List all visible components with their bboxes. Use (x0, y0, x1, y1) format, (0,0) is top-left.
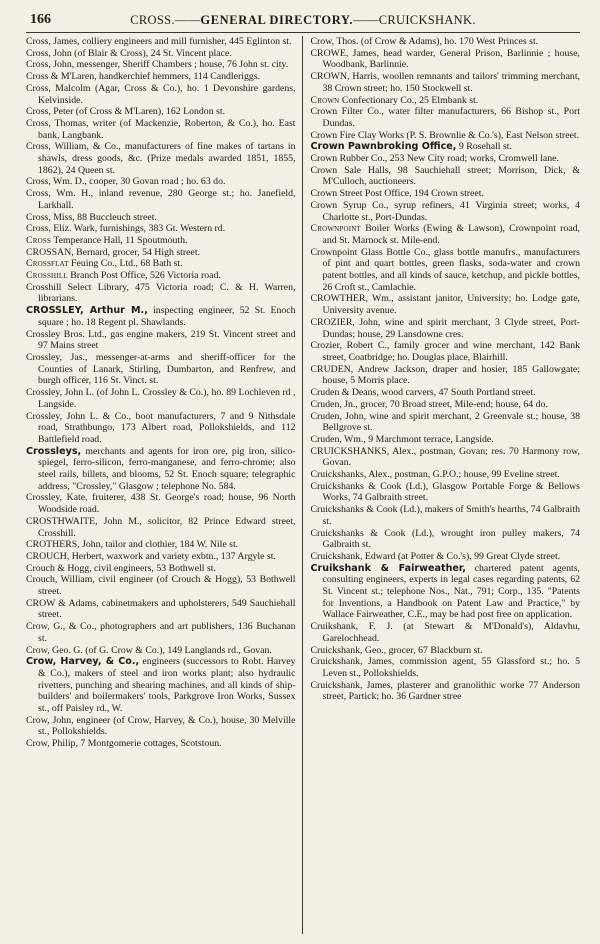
entry-text: CROTHERS, John, tailor and clothier, 184 W. Nile st. (26, 539, 239, 551)
directory-entry (26, 352, 296, 387)
directory-entry (311, 188, 581, 200)
entry-text: chartered patent agents, consulting engineers, experts in legal cases regarding patents, 62 St. Vincent st.; telephone Nos., Nat., 791; Corp., 135. "Patents for Inventions, a Handbook on Patent Law and Practice," by Wallace Fairweather, C.E., may be had post free on application. (322, 562, 580, 621)
entry-text: CRUICKSHANKS, Alex., postman, Govan; res. 70 Harmony row, Govan. (310, 445, 580, 469)
directory-entry (311, 656, 581, 679)
entry-name: Crownpoint (310, 223, 362, 235)
entry-text: CROWTHER, Wm., assistant janitor, University; ho. Lodge gate, University avenue. (310, 293, 580, 317)
entry-text: Cruickshank, Geo., grocer, 67 Blackburn st. (310, 644, 483, 656)
entry-name: CROSSLEY, Arthur M., (26, 305, 148, 317)
entry-text: Cross & M'Laren, handkerchief hemmers, 114 Candleriggs. (26, 71, 261, 83)
directory-entry (26, 329, 296, 352)
directory-entry (311, 551, 581, 563)
directory-entry (26, 715, 296, 738)
entry-text: Cross, Wm. H., inland revenue, 280 George st.; ho. Janefield, Larkhall. (26, 188, 296, 211)
entry-text: Crouch, William, civil engineer (of Crouch & Hogg), 53 Bothwell street. (26, 574, 296, 598)
directory-entry (26, 387, 296, 410)
directory-entry (311, 106, 581, 129)
running-head (26, 13, 580, 28)
entry-text: Crown Syrup Co., syrup refiners, 41 Virginia street; works, 4 Charlotte st., Port-Dundas. (310, 199, 580, 223)
entry-text: Cross, John (of Blair & Cross), 24 St. Vincent place. (26, 47, 232, 59)
entry-text: CROSTHWAITE, John M., solicitor, 82 Prince Edward street, Crosshill. (26, 515, 296, 539)
directory-entry (26, 258, 296, 270)
directory-entry (311, 223, 581, 246)
entry-text: Cross, Thomas, writer (of Mackenzie, Roberton, & Co.), ho. East bank, Langbank. (26, 117, 296, 141)
directory-entry (311, 645, 581, 657)
directory-entry (311, 317, 581, 340)
entry-text: Cross, Miss, 88 Buccleuch street. (26, 211, 157, 223)
entry-text: Cruickshank, James, commission agent, 55 Glassford st.; ho. 5 Leven st., Pollokshields. (310, 656, 580, 679)
directory-entry (26, 270, 296, 282)
directory-entry (26, 59, 296, 71)
entry-text: Confectionary Co., 25 Elmbank st. (339, 94, 479, 106)
directory-entry (311, 446, 581, 469)
directory-entry (311, 200, 581, 223)
entry-text: merchants and agents for iron ore, pig iron, silico-spiegel, ferro-silicon, ferro-manganese, and ferro-chrome; also steel rails, billets, and blooms, 52 St. Enoch square; telegraphic address, "Crossley," Glasgow ; telephone No. 584. (38, 445, 296, 492)
directory-entry (26, 738, 296, 750)
entry-text: Crown Rubber Co., 253 New City road; works, Cromwell lane. (310, 153, 559, 165)
entry-text: Crow, Thos. (of Crow & Adams), ho. 170 West Princes st. (310, 36, 539, 47)
directory-entry (26, 656, 296, 715)
directory-entry (26, 247, 296, 259)
running-head-left: CROSS.—— (130, 13, 201, 27)
directory-entry (26, 71, 296, 83)
directory-entry (311, 469, 581, 481)
entry-name: Crossleys, (26, 445, 82, 457)
directory-entry (26, 282, 296, 305)
entry-text: Crossley, Kate, fruiterer, 438 St. George's road; house, 96 North Woodside road. (26, 492, 296, 516)
directory-entry (26, 305, 296, 328)
entry-text: Crouch & Hogg, civil engineers, 53 Bothwell st. (26, 562, 216, 574)
page-number: 166 (30, 12, 51, 27)
page-header (26, 10, 580, 33)
entry-text: Cruden, Jn., grocer, 70 Broad street, Mile-end; house, 64 do. (310, 398, 548, 410)
running-head-center: GENERAL DIRECTORY. (200, 13, 354, 27)
directory-entry (26, 411, 296, 446)
directory-entry (311, 387, 581, 399)
directory-entry (311, 504, 581, 527)
entry-text: Crownpoint Glass Bottle Co., glass bottle manufrs., manufacturers of pint and quart bottles, green flasks, soda-water and crown patent bottles, and all kinds of sauce, ketchup, and pickle bottles, 26 Croft st., Camlachie. (310, 246, 580, 293)
entry-name: Crossflat (26, 258, 69, 270)
entry-text: CROUCH, Herbert, waxwork and variety exbtn., 137 Argyle st. (26, 550, 276, 562)
entry-name: Crosshill (26, 270, 68, 282)
entry-text: Temperance Hall, 11 Spoutmouth. (51, 234, 188, 246)
directory-entry (26, 516, 296, 539)
directory-entry (26, 539, 296, 551)
directory-entry (311, 141, 581, 153)
directory-entry (311, 293, 581, 316)
directory-entry (311, 36, 581, 48)
entry-name: Cruikshank & Fairweather, (310, 562, 466, 574)
right-column (303, 36, 581, 934)
directory-entry (26, 118, 296, 141)
entry-text: Crown Sale Halls, 98 Sauchiehall street; Morrison, Dick, & M'Culloch, auctioneers. (310, 164, 580, 188)
entry-text: engineers (successors to Robt. Harvey & Co.), makers of steel and iron works plant; also hydraulic rivetters, punching and shearing machines, and all kinds of ship-builders' and boilermakers' tools, Parkgrove Iron Works, Sussex st., off Paisley rd., W. (38, 656, 296, 715)
entry-text: Cruickshank, James, plasterer and granolithic worke 77 Anderson street, Partick; ho. 36 Gardner stree (310, 679, 580, 703)
directory-entry (311, 247, 581, 294)
directory-entry (26, 621, 296, 644)
entry-text: Crossley, John L. (of John L. Crossley & Co.), ho. 89 Lochleven rd , Langside. (26, 387, 296, 410)
entry-text: Boiler Works (Ewing & Lawson), Crownpoint road, and St. Marnock st. Mile-end. (322, 223, 580, 246)
directory-entry (311, 71, 581, 94)
directory-entry (26, 551, 296, 563)
entry-text: Crow, G., & Co., photographers and art publishers, 136 Buchanan st. (26, 621, 296, 644)
entry-text: Cruikshank, F. J. (at Stewart & M'Donald's), Aldavhu, Garelochhead. (310, 621, 580, 644)
entry-text: Cruickshanks & Cook (Ld.), Glasgow Portable Forge & Bellows Works, 74 Galbraith street. (310, 480, 580, 504)
entry-text: Crown Fire Clay Works (P. S. Brownlie & Co.'s), East Nelson street. (310, 129, 580, 141)
running-head-right: ——CRUICKSHANK. (353, 13, 476, 27)
directory-entry (26, 446, 296, 493)
columns (26, 36, 580, 934)
directory-entry (311, 399, 581, 411)
directory-entry (311, 130, 581, 142)
directory-entry (311, 95, 581, 107)
entry-text: CROSSAN, Bernard, grocer, 54 High street. (26, 246, 201, 258)
entry-text: Branch Post Office, 526 Victoria road. (67, 270, 221, 282)
directory-entry (311, 364, 581, 387)
entry-text: Crown Street Post Office, 194 Crown street. (310, 188, 484, 200)
entry-text: Cross, William, & Co., manufacturers of fine makes of tartans in shawls, dress goods, &c. (Prize medals awarded 1851, 1855, 1862), 24 Queen st. (26, 141, 296, 176)
directory-entry (311, 165, 581, 188)
directory-entry (26, 235, 296, 247)
entry-text: Cruickshanks & Cook (Ld.), wrought iron pulley makers, 74 Galbraith st. (310, 527, 580, 551)
entry-text: Cruden, John, wine and spirit merchant, 2 Greenvale st.; house, 38 Bellgrove st. (310, 410, 580, 434)
entry-text: Crossley, Jas., messenger-at-arms and sheriff-officer for the Counties of Lanark, Stirling, Dumbarton, and Renfrew, and burgh officer, 116 St. Vinct. st. (26, 351, 296, 387)
entry-text: CROWN, Harris, woollen remnants and tailors' trimming merchant, 38 Crown street; ho. 150 Stockwell st. (310, 71, 580, 94)
directory-entry (26, 598, 296, 621)
directory-entry (26, 83, 296, 106)
directory-entry (311, 563, 581, 622)
entry-text: Cross, James, colliery engineers and mill furnisher, 445 Eglinton st. (26, 36, 292, 47)
entry-name: Crown (310, 94, 340, 106)
entry-name: Crown Pawnbroking Office, (310, 141, 457, 153)
entry-text: CROZIER, John, wine and spirit merchant, 3 Clyde street, Port-Dundas; house, 29 Lansdowne cres. (310, 316, 580, 340)
directory-entry (311, 528, 581, 551)
directory-entry (311, 621, 581, 644)
entry-text: Crow, Geo. G. (of G. Crow & Co.), 149 Langlands rd., Govan. (26, 644, 272, 656)
entry-text: CROW & Adams, cabinetmakers and upholsterers, 549 Sauchiehall street. (26, 597, 296, 621)
entry-text: CROWE, James, head warder, General Prison, Barlinnie ; house, Woodbank, Barlinnie. (310, 47, 580, 71)
entry-text: Cross, Peter (of Cross & M'Laren), 162 London st. (26, 106, 226, 118)
directory-entry (26, 223, 296, 235)
directory-entry (311, 153, 581, 165)
left-column (26, 36, 302, 934)
entry-text: Cruickshanks, Alex., postman, G.P.O.; house, 99 Eveline street. (310, 469, 560, 481)
entry-text: Cruden, Wm., 9 Marchmont terrace, Langside. (310, 433, 494, 445)
entry-text: Cross, Wm. D., cooper, 30 Govan road ; ho. 63 do. (26, 176, 226, 188)
entry-text: Crosshill Select Library, 475 Victoria road; C. & H. Warren, librarians. (26, 281, 296, 305)
entry-text: 9 Rosehall st. (456, 141, 512, 153)
entry-text: Cruickshank, Edward (at Potter & Co.'s), 99 Great Clyde street. (310, 550, 561, 562)
directory-entry (26, 141, 296, 176)
entry-text: Crow, John, engineer (of Crow, Harvey, & Co.), house, 30 Melville st., Pollokshields. (26, 714, 296, 738)
entry-text: inspecting engineer, 52 St. Enoch square ; ho. 18 Regent pl. Shawlands. (38, 305, 296, 328)
directory-entry (311, 340, 581, 363)
directory-entry (26, 36, 296, 48)
entry-text: Cruickshanks & Cook (Ld.), makers of Smith's hearths, 74 Galbraith st. (310, 504, 580, 527)
entry-text: Cruden & Deans, wood carvers, 47 South Portland street. (310, 387, 536, 399)
directory-entry (311, 481, 581, 504)
entry-text: CRUDEN, Andrew Jackson, draper and hosier, 185 Gallowgate; house, 5 Morris place. (310, 363, 580, 387)
directory-entry (26, 106, 296, 118)
directory-entry (26, 574, 296, 597)
directory-entry (311, 411, 581, 434)
directory-entry (26, 645, 296, 657)
directory-entry (26, 188, 296, 211)
directory-entry (26, 48, 296, 60)
entry-text: Crossley Bros. Ltd., gas engine makers, 219 St. Vincent street and 97 Mains street (26, 328, 296, 352)
directory-entry (311, 48, 581, 71)
entry-text: Crow, Philip, 7 Montgomerie cottages, Scotstoun. (26, 738, 222, 750)
directory-entry (26, 212, 296, 224)
directory-entry (26, 176, 296, 188)
directory-entry (26, 492, 296, 515)
directory-entry (311, 680, 581, 703)
entry-text: Crown Filter Co., water filter manufacturers, 66 Bishop st., Port Dundas. (310, 106, 580, 129)
entry-text: Feuing Co., Ltd., 68 Bath st. (68, 258, 183, 270)
directory-entry (311, 434, 581, 446)
entry-name: Cross (26, 234, 52, 246)
entry-text: Cross, Malcolm (Agar, Cross & Co.), ho. 1 Devonshire gardens, Kelvinside. (26, 82, 296, 106)
entry-text: Cross, Eliz. Wark, furnishings, 383 Gt. Western rd. (26, 223, 226, 235)
entry-text: Cross, John, messenger, Sheriff Chambers ; house, 76 John st. city. (26, 59, 289, 71)
directory-entry (26, 563, 296, 575)
entry-name: Crow, Harvey, & Co., (26, 656, 140, 668)
entry-text: Crossley, John L. & Co., boot manufacturers, 7 and 9 Nithsdale road, Strathbungo, 173 Albert road, Pollokshields, and 112 Battlefield road. (26, 410, 296, 445)
entry-text: Crozier, Robert C., family grocer and wine merchant, 142 Bank street, Coatbridge; ho. Douglas place, Blairhill. (310, 340, 580, 363)
